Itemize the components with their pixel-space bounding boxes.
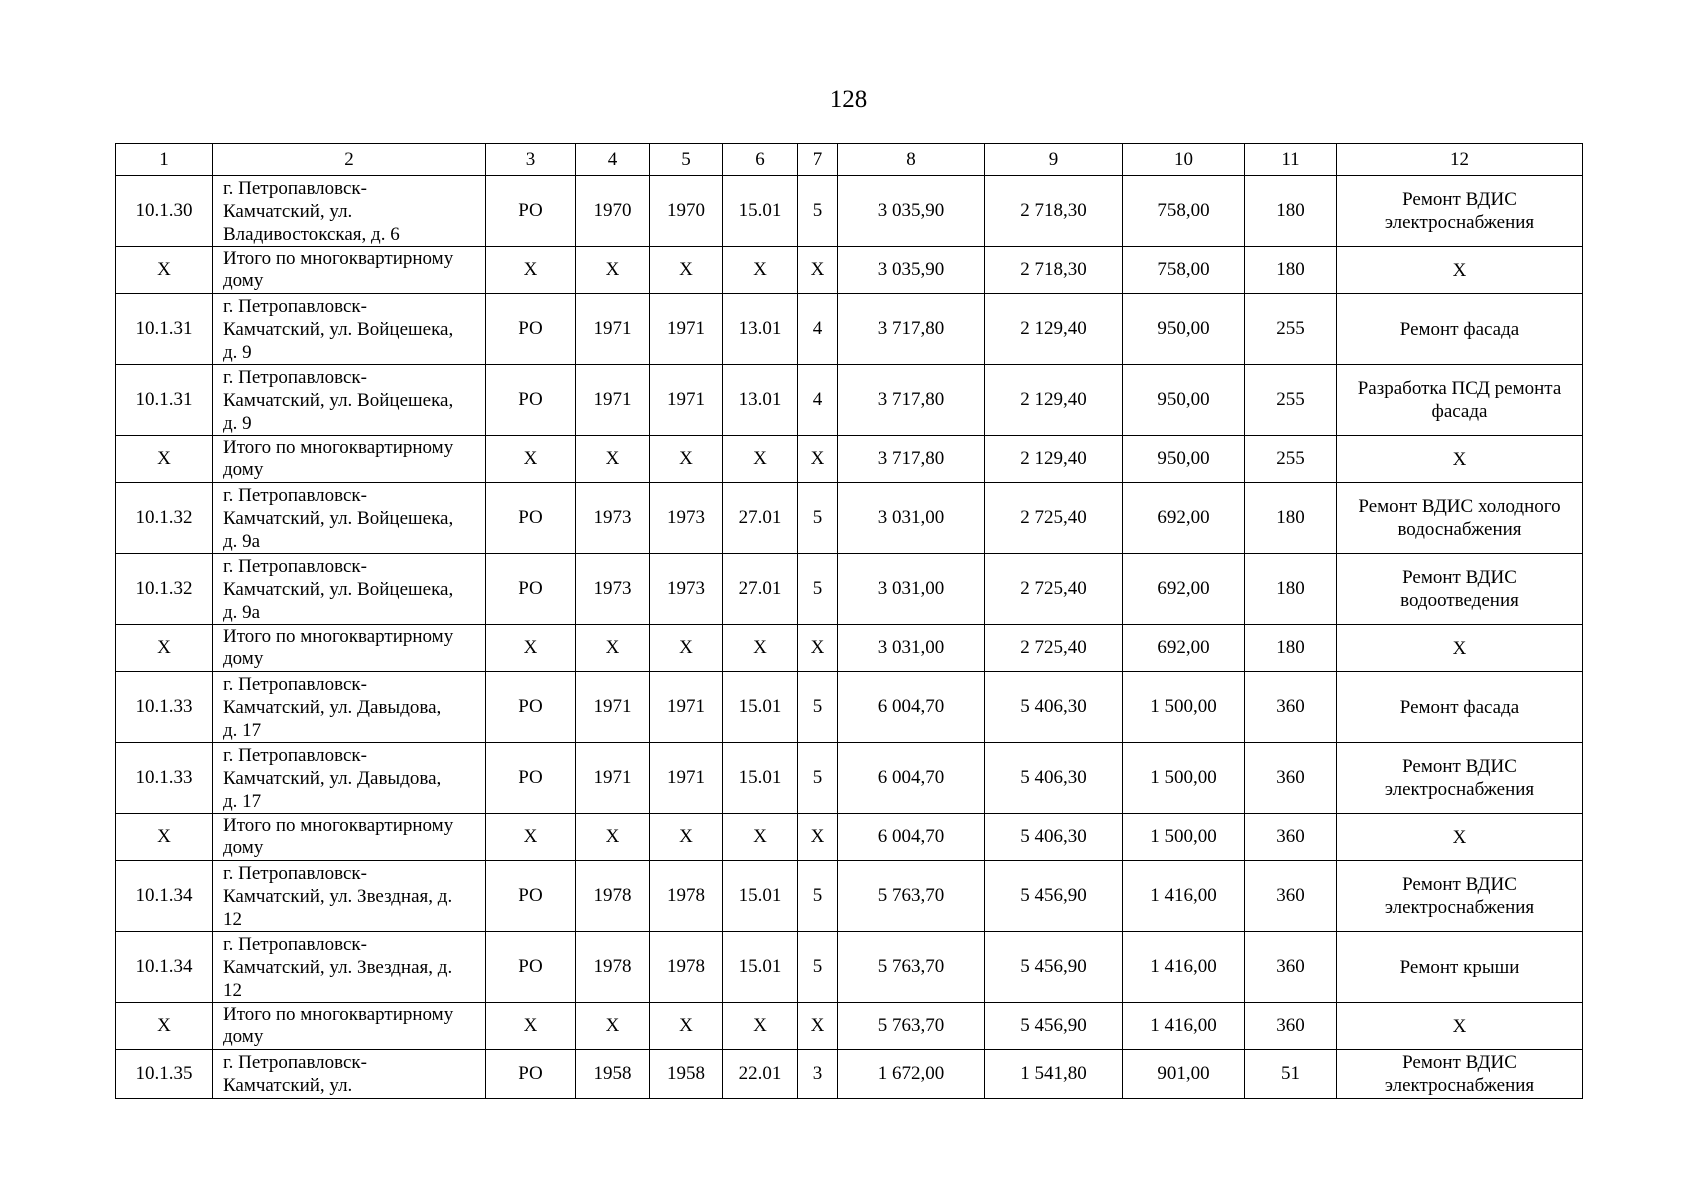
cell-date: 13.01 (723, 365, 798, 436)
address-line: г. Петропавловск- (223, 555, 367, 577)
address-line: д. 9 (223, 412, 252, 434)
column-number-row (116, 144, 1583, 176)
address-line: Камчатский, ул. Войцешека, (223, 389, 454, 411)
cell-number: Х (116, 436, 213, 483)
page-number: 128 (829, 86, 868, 113)
work-line: водоснабжения (1397, 519, 1522, 540)
cell-residents: 360 (1245, 932, 1337, 1003)
address-line: 12 (223, 979, 242, 1001)
cell-residents: 51 (1245, 1050, 1337, 1099)
work-line: Х (1452, 1015, 1467, 1037)
cell-living-area: 2 718,30 (985, 247, 1123, 294)
cell-type: Х (486, 1003, 576, 1050)
cell-address (213, 1050, 486, 1099)
column-header: 1 (116, 144, 213, 176)
cell-type: Х (486, 247, 576, 294)
cell-number: 10.1.31 (116, 294, 213, 365)
column-header: 10 (1123, 144, 1245, 176)
address-line: дому (223, 837, 264, 858)
cell-cost: 950,00 (1123, 365, 1245, 436)
address-line: Камчатский, ул. Звездная, д. (223, 956, 453, 978)
work-line: Ремонт ВДИС (1402, 1052, 1517, 1073)
address-line: Итого по многоквартирному (223, 626, 454, 647)
cell-living-area: 2 725,40 (985, 625, 1123, 672)
address-line: г. Петропавловск- (223, 177, 367, 199)
address-line: дому (223, 1026, 264, 1047)
cell-living-area: 1 541,80 (985, 1050, 1123, 1099)
cell-total-area: 6 004,70 (838, 814, 985, 861)
cell-floors: Х (798, 1003, 838, 1050)
address-line: дому (223, 459, 264, 480)
cell-work-type (1337, 1003, 1583, 1050)
table-row-total (116, 625, 1583, 672)
address-line: г. Петропавловск- (223, 1052, 367, 1073)
table-row (116, 672, 1583, 743)
column-header: 11 (1245, 144, 1337, 176)
table-row-total (116, 247, 1583, 294)
cell-total-area: 3 717,80 (838, 365, 985, 436)
cell-date: 27.01 (723, 483, 798, 554)
table-body (116, 176, 1583, 1099)
cell-residents: 180 (1245, 625, 1337, 672)
address-line: 12 (223, 908, 242, 930)
cell-cost: 692,00 (1123, 483, 1245, 554)
cell-address (213, 861, 486, 932)
cell-year-built: 1978 (576, 861, 650, 932)
work-line: Х (1452, 448, 1467, 470)
cell-residents: 360 (1245, 672, 1337, 743)
cell-address (213, 625, 486, 672)
cell-year-built: Х (576, 436, 650, 483)
cell-date: 15.01 (723, 176, 798, 247)
cell-living-area: 2 129,40 (985, 365, 1123, 436)
cell-residents: 360 (1245, 1003, 1337, 1050)
cell-work-type (1337, 625, 1583, 672)
cell-floors: 4 (798, 294, 838, 365)
cell-floors: 3 (798, 1050, 838, 1099)
address-line: г. Петропавловск- (223, 744, 367, 766)
table-row-total (116, 436, 1583, 483)
cell-floors: Х (798, 436, 838, 483)
cell-year-built: Х (576, 814, 650, 861)
cell-type: РО (486, 176, 576, 247)
cell-residents: 360 (1245, 743, 1337, 814)
cell-total-area: 3 031,00 (838, 554, 985, 625)
cell-living-area: 5 406,30 (985, 743, 1123, 814)
cell-cost: 901,00 (1123, 1050, 1245, 1099)
cell-number: 10.1.33 (116, 672, 213, 743)
column-header: 4 (576, 144, 650, 176)
cell-total-area: 3 031,00 (838, 625, 985, 672)
cell-year-built: Х (576, 1003, 650, 1050)
cell-total-area: 5 763,70 (838, 932, 985, 1003)
cell-year-commissioned: Х (650, 814, 723, 861)
cell-total-area: 3 717,80 (838, 436, 985, 483)
cell-work-type (1337, 672, 1583, 743)
cell-floors: Х (798, 247, 838, 294)
address-line: д. 17 (223, 790, 262, 812)
cell-work-type (1337, 1050, 1583, 1099)
cell-total-area: 6 004,70 (838, 672, 985, 743)
cell-date: Х (723, 247, 798, 294)
cell-living-area: 2 718,30 (985, 176, 1123, 247)
table-header (116, 144, 1583, 176)
table-row (116, 294, 1583, 365)
cell-year-commissioned: 1971 (650, 294, 723, 365)
cell-year-commissioned: 1971 (650, 743, 723, 814)
cell-year-commissioned: 1958 (650, 1050, 723, 1099)
cell-cost: 692,00 (1123, 554, 1245, 625)
cell-year-commissioned: Х (650, 247, 723, 294)
cell-date: 15.01 (723, 672, 798, 743)
work-line: электроснабжения (1384, 1075, 1535, 1096)
cell-floors: Х (798, 814, 838, 861)
address-line: Камчатский, ул. Звездная, д. (223, 885, 453, 907)
cell-total-area: 6 004,70 (838, 743, 985, 814)
cell-floors: 5 (798, 554, 838, 625)
cell-year-commissioned: 1978 (650, 861, 723, 932)
cell-residents: 255 (1245, 365, 1337, 436)
cell-cost: 692,00 (1123, 625, 1245, 672)
cell-residents: 180 (1245, 176, 1337, 247)
cell-year-built: 1973 (576, 483, 650, 554)
address-line: Камчатский, ул. Войцешека, (223, 318, 454, 340)
cell-residents: 180 (1245, 247, 1337, 294)
address-line: дому (223, 270, 264, 291)
cell-living-area: 5 456,90 (985, 932, 1123, 1003)
address-line: д. 9а (223, 601, 261, 623)
cell-date: 13.01 (723, 294, 798, 365)
cell-living-area: 2 129,40 (985, 294, 1123, 365)
cell-type: РО (486, 365, 576, 436)
column-header: 12 (1337, 144, 1583, 176)
address-line: дому (223, 648, 264, 669)
cell-work-type (1337, 436, 1583, 483)
cell-year-commissioned: Х (650, 625, 723, 672)
cell-living-area: 5 406,30 (985, 814, 1123, 861)
cell-year-commissioned: 1973 (650, 483, 723, 554)
cell-living-area: 2 725,40 (985, 554, 1123, 625)
cell-cost: 1 500,00 (1123, 814, 1245, 861)
cell-living-area: 5 456,90 (985, 1003, 1123, 1050)
cell-address (213, 743, 486, 814)
column-header: 2 (213, 144, 486, 176)
work-line: Ремонт ВДИС (1402, 756, 1517, 777)
cell-number: Х (116, 625, 213, 672)
cell-cost: 1 416,00 (1123, 861, 1245, 932)
cell-total-area: 3 035,90 (838, 247, 985, 294)
work-line: электроснабжения (1384, 212, 1535, 233)
cell-work-type (1337, 814, 1583, 861)
cell-living-area: 5 456,90 (985, 861, 1123, 932)
cell-total-area: 3 717,80 (838, 294, 985, 365)
cell-year-commissioned: 1971 (650, 365, 723, 436)
cell-year-built: 1970 (576, 176, 650, 247)
cell-address (213, 483, 486, 554)
work-line: электроснабжения (1384, 779, 1535, 800)
work-line: Ремонт фасада (1399, 318, 1520, 340)
cell-total-area: 5 763,70 (838, 1003, 985, 1050)
cell-type: РО (486, 932, 576, 1003)
cell-date: 15.01 (723, 743, 798, 814)
cell-total-area: 3 031,00 (838, 483, 985, 554)
cell-year-built: 1978 (576, 932, 650, 1003)
cell-living-area: 5 406,30 (985, 672, 1123, 743)
cell-date: Х (723, 1003, 798, 1050)
cell-year-built: 1971 (576, 743, 650, 814)
cell-year-commissioned: Х (650, 1003, 723, 1050)
cell-floors: 5 (798, 176, 838, 247)
column-header: 3 (486, 144, 576, 176)
cell-year-built: Х (576, 247, 650, 294)
table-row (116, 743, 1583, 814)
cell-residents: 255 (1245, 294, 1337, 365)
cell-work-type (1337, 554, 1583, 625)
table-row (116, 932, 1583, 1003)
cell-total-area: 5 763,70 (838, 861, 985, 932)
cell-work-type (1337, 294, 1583, 365)
cell-date: Х (723, 814, 798, 861)
address-line: г. Петропавловск- (223, 673, 367, 695)
cell-residents: 180 (1245, 554, 1337, 625)
address-line: д. 17 (223, 719, 262, 741)
cell-residents: 360 (1245, 861, 1337, 932)
work-line: Х (1452, 259, 1467, 281)
cell-residents: 180 (1245, 483, 1337, 554)
cell-living-area: 2 725,40 (985, 483, 1123, 554)
cell-address (213, 554, 486, 625)
work-line: электроснабжения (1384, 897, 1535, 918)
cell-work-type (1337, 743, 1583, 814)
address-line: Камчатский, ул. (223, 1075, 353, 1096)
address-line: г. Петропавловск- (223, 862, 367, 884)
cell-living-area: 2 129,40 (985, 436, 1123, 483)
work-line: Ремонт ВДИС холодного (1358, 496, 1561, 517)
cell-work-type (1337, 365, 1583, 436)
cell-residents: 360 (1245, 814, 1337, 861)
column-header: 6 (723, 144, 798, 176)
cell-year-built: 1958 (576, 1050, 650, 1099)
cell-type: РО (486, 743, 576, 814)
cell-address (213, 294, 486, 365)
address-line: Итого по многоквартирному (223, 248, 454, 269)
column-header: 8 (838, 144, 985, 176)
cell-type: РО (486, 483, 576, 554)
cell-residents: 255 (1245, 436, 1337, 483)
cell-address (213, 1003, 486, 1050)
address-line: г. Петропавловск- (223, 484, 367, 506)
address-line: Камчатский, ул. (223, 200, 353, 222)
cell-date: Х (723, 436, 798, 483)
cell-floors: 5 (798, 483, 838, 554)
address-line: Камчатский, ул. Войцешека, (223, 578, 454, 600)
cell-work-type (1337, 176, 1583, 247)
address-line: д. 9а (223, 530, 261, 552)
cell-number: 10.1.35 (116, 1050, 213, 1099)
cell-address (213, 436, 486, 483)
work-line: водоотведения (1400, 590, 1519, 611)
cell-cost: 1 416,00 (1123, 932, 1245, 1003)
cell-cost: 758,00 (1123, 247, 1245, 294)
cell-year-built: 1971 (576, 294, 650, 365)
address-line: г. Петропавловск- (223, 933, 367, 955)
cell-year-built: 1971 (576, 365, 650, 436)
address-line: Итого по многоквартирному (223, 437, 454, 458)
cell-work-type (1337, 932, 1583, 1003)
work-line: Ремонт фасада (1399, 696, 1520, 718)
cell-address (213, 247, 486, 294)
cell-year-commissioned: 1978 (650, 932, 723, 1003)
cell-floors: 5 (798, 932, 838, 1003)
cell-work-type (1337, 483, 1583, 554)
table-row (116, 554, 1583, 625)
address-line: Камчатский, ул. Давыдова, (223, 696, 442, 718)
cell-number: Х (116, 814, 213, 861)
cell-type: РО (486, 672, 576, 743)
work-line: фасада (1431, 401, 1488, 422)
column-header: 7 (798, 144, 838, 176)
work-line: Ремонт ВДИС (1402, 189, 1517, 210)
cell-number: 10.1.32 (116, 554, 213, 625)
cell-number: Х (116, 1003, 213, 1050)
cell-work-type (1337, 861, 1583, 932)
cell-type: Х (486, 625, 576, 672)
work-line: Х (1452, 637, 1467, 659)
address-line: Камчатский, ул. Войцешека, (223, 507, 454, 529)
cell-year-commissioned: 1970 (650, 176, 723, 247)
cell-floors: 5 (798, 672, 838, 743)
cell-type: РО (486, 554, 576, 625)
cell-number: 10.1.30 (116, 176, 213, 247)
cell-type: РО (486, 294, 576, 365)
cell-year-commissioned: Х (650, 436, 723, 483)
cell-address (213, 814, 486, 861)
cell-total-area: 3 035,90 (838, 176, 985, 247)
cell-year-built: 1973 (576, 554, 650, 625)
table-row (116, 176, 1583, 247)
table-row-total (116, 1003, 1583, 1050)
cell-date: 22.01 (723, 1050, 798, 1099)
cell-floors: 5 (798, 743, 838, 814)
cell-floors: Х (798, 625, 838, 672)
cell-cost: 950,00 (1123, 436, 1245, 483)
address-line: Камчатский, ул. Давыдова, (223, 767, 442, 789)
cell-number: 10.1.34 (116, 861, 213, 932)
cell-year-commissioned: 1973 (650, 554, 723, 625)
work-line: Ремонт крыши (1399, 956, 1520, 978)
address-line: Итого по многоквартирному (223, 1004, 454, 1025)
cell-address (213, 176, 486, 247)
cell-cost: 1 500,00 (1123, 672, 1245, 743)
cell-type: Х (486, 814, 576, 861)
cell-work-type (1337, 247, 1583, 294)
cell-number: 10.1.33 (116, 743, 213, 814)
cell-total-area: 1 672,00 (838, 1050, 985, 1099)
cell-number: 10.1.31 (116, 365, 213, 436)
cell-cost: 950,00 (1123, 294, 1245, 365)
cell-date: 27.01 (723, 554, 798, 625)
work-line: Ремонт ВДИС (1402, 874, 1517, 895)
work-line: Разработка ПСД ремонта (1357, 378, 1562, 399)
table-row (116, 365, 1583, 436)
cell-type: РО (486, 1050, 576, 1099)
cell-year-built: Х (576, 625, 650, 672)
capital-repair-table (115, 143, 1583, 1099)
cell-year-built: 1971 (576, 672, 650, 743)
cell-cost: 1 500,00 (1123, 743, 1245, 814)
cell-type: Х (486, 436, 576, 483)
cell-number: 10.1.32 (116, 483, 213, 554)
cell-date: 15.01 (723, 932, 798, 1003)
table-row (116, 1050, 1583, 1099)
work-line: Ремонт ВДИС (1402, 567, 1517, 588)
address-line: г. Петропавловск- (223, 295, 367, 317)
cell-floors: 4 (798, 365, 838, 436)
address-line: Владивостокская, д. 6 (223, 223, 400, 245)
address-line: Итого по многоквартирному (223, 815, 454, 836)
cell-cost: 1 416,00 (1123, 1003, 1245, 1050)
cell-date: Х (723, 625, 798, 672)
table-row (116, 483, 1583, 554)
address-line: г. Петропавловск- (223, 366, 367, 388)
cell-address (213, 365, 486, 436)
address-line: д. 9 (223, 341, 252, 363)
work-line: Х (1452, 826, 1467, 848)
cell-type: РО (486, 861, 576, 932)
cell-floors: 5 (798, 861, 838, 932)
cell-address (213, 932, 486, 1003)
cell-cost: 758,00 (1123, 176, 1245, 247)
table-row-total (116, 814, 1583, 861)
cell-date: 15.01 (723, 861, 798, 932)
cell-address (213, 672, 486, 743)
column-header: 5 (650, 144, 723, 176)
cell-number: 10.1.34 (116, 932, 213, 1003)
cell-number: Х (116, 247, 213, 294)
table-row (116, 861, 1583, 932)
cell-year-commissioned: 1971 (650, 672, 723, 743)
column-header: 9 (985, 144, 1123, 176)
